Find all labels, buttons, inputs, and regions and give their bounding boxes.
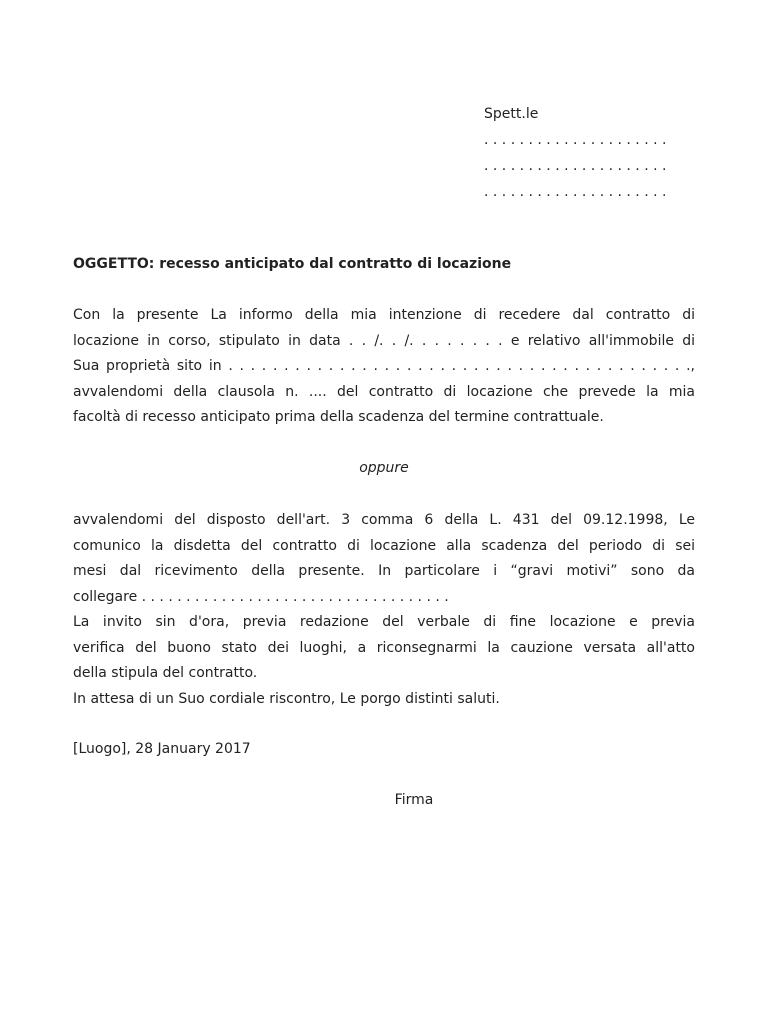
paragraph-line: avvalendomi del disposto dell'art. 3 comma 6 della L. 431 del 09.12.1998, Le xyxy=(73,512,695,528)
alternative-separator: oppure xyxy=(359,460,409,476)
recipient-salutation: Spett.le xyxy=(484,106,539,122)
paragraph-line: Con la presente La informo della mia intenzione di recedere dal contratto di xyxy=(73,307,695,323)
paragraph-withdrawal xyxy=(73,303,695,431)
date-line: [Luogo], 28 January 2017 xyxy=(73,741,251,757)
paragraph-line: Sua proprietà sito in . . . . . . . . . . . . . . . . . . . . . . . . . . . . . . . . . . . . . . . . . ., xyxy=(73,358,695,374)
recipient-line-2: . . . . . . . . . . . . . . . . . . . . . xyxy=(484,158,667,174)
paragraph-line: della stipula del contratto. xyxy=(73,665,258,681)
recipient-line-1: . . . . . . . . . . . . . . . . . . . . . xyxy=(484,132,667,148)
recipient-line-3: . . . . . . . . . . . . . . . . . . . . . xyxy=(484,184,667,200)
paragraph-line: mesi dal ricevimento della presente. In particolare i “gravi motivi” sono da xyxy=(73,563,695,579)
recipient-block xyxy=(484,101,724,205)
paragraph-notice xyxy=(73,508,695,712)
paragraph-line: verifica del buono stato dei luoghi, a riconsegnarmi la cauzione versata all'atto xyxy=(73,639,695,656)
paragraph-line: avvalendomi della clausola n. .... del contratto di locazione che prevede la mia xyxy=(73,383,695,400)
signature-label: Firma xyxy=(394,792,434,808)
paragraph-line: In attesa di un Suo cordiale riscontro, Le porgo distinti saluti. xyxy=(73,690,500,707)
subject-line: OGGETTO: recesso anticipato dal contratto di locazione xyxy=(73,256,512,272)
paragraph-line: locazione in corso, stipulato in data . . /. . /. . . . . . . . e relativo all'immobile di xyxy=(73,332,695,349)
paragraph-line: facoltà di recesso anticipato prima della scadenza del termine contrattuale. xyxy=(73,409,604,425)
paragraph-line: comunico la disdetta del contratto di locazione alla scadenza del periodo di sei xyxy=(73,537,695,554)
paragraph-line: La invito sin d'ora, previa redazione del verbale di fine locazione e previa xyxy=(73,614,695,630)
paragraph-line: collegare . . . . . . . . . . . . . . . . . . . . . . . . . . . . . . . . . . . xyxy=(73,588,449,605)
